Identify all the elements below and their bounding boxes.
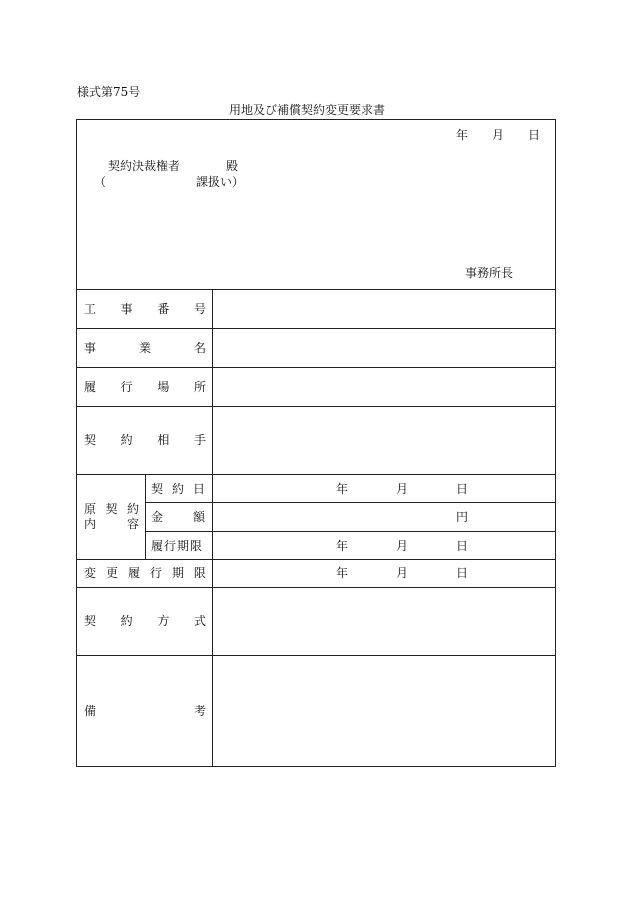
label-original-contract-content: 内 容: [84, 517, 139, 531]
row-divider: [76, 406, 556, 407]
label-amount: 金 額: [151, 510, 205, 524]
contract-method-field[interactable]: [214, 589, 554, 654]
deadline-day: 日: [456, 539, 469, 553]
contract-date-month: 月: [396, 482, 409, 496]
honorific: 殿: [226, 159, 239, 173]
sender: 事務所長: [465, 266, 514, 280]
header-date-year: 年: [456, 128, 469, 142]
row-divider: [76, 474, 556, 475]
contract-date-day: 日: [456, 482, 469, 496]
label-changed-deadline: 変 更 履 行 期 限: [84, 566, 206, 580]
deadline-year: 年: [336, 539, 349, 553]
column-divider: [145, 474, 146, 559]
row-divider: [145, 502, 556, 503]
row-divider: [145, 531, 556, 532]
header-date-month: 月: [492, 128, 505, 142]
label-contract-date: 契 約 日: [151, 482, 205, 496]
row-divider: [76, 289, 556, 290]
changed-deadline-day: 日: [456, 566, 469, 580]
changed-deadline-month: 月: [396, 566, 409, 580]
contract-date-year: 年: [336, 482, 349, 496]
row-divider: [76, 559, 556, 560]
label-remarks: 備 考: [84, 704, 206, 718]
paren-open: （: [94, 175, 107, 189]
label-work-number: 工 事 番 号: [84, 302, 206, 316]
addressee: 契約決裁権者: [108, 159, 181, 173]
label-deadline: 履行期限: [151, 539, 204, 553]
work-number-field[interactable]: [214, 291, 554, 327]
row-divider: [76, 587, 556, 588]
location-field[interactable]: [214, 369, 554, 405]
project-name-field[interactable]: [214, 330, 554, 366]
row-divider: [76, 367, 556, 368]
amount-yen: 円: [456, 510, 469, 524]
row-divider: [76, 328, 556, 329]
row-divider: [76, 655, 556, 656]
section-handler: 課扱い）: [196, 175, 245, 189]
counterparty-field[interactable]: [214, 408, 554, 473]
header-date-day: 日: [528, 128, 541, 142]
label-location: 履 行 場 所: [84, 380, 206, 394]
deadline-month: 月: [396, 539, 409, 553]
column-divider: [212, 289, 213, 767]
label-counterparty: 契 約 相 手: [84, 433, 206, 447]
label-project-name: 事 業 名: [84, 341, 206, 355]
changed-deadline-year: 年: [336, 566, 349, 580]
document-title: 用地及び補償契約変更要求書: [229, 103, 386, 117]
form-number: 様式第75号: [77, 85, 141, 99]
label-contract-method: 契 約 方 式: [84, 614, 206, 628]
label-original-contract: 原 契 約: [84, 502, 139, 516]
remarks-field[interactable]: [214, 657, 554, 765]
